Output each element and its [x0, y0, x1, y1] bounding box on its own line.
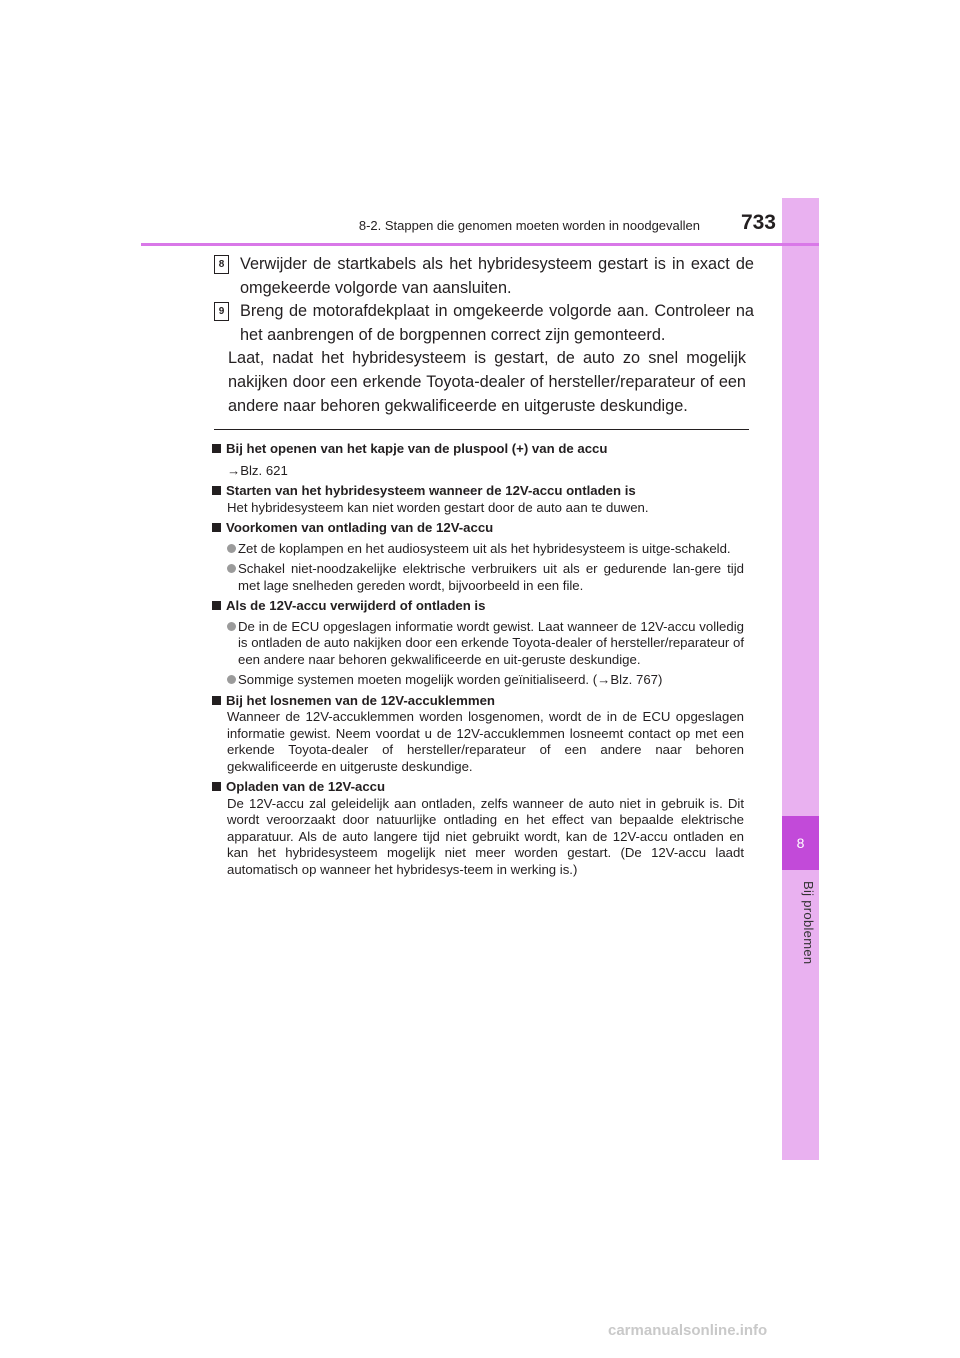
note-bullet-text: Zet de koplampen en het audiosysteem uit als het hybridesysteem is uitge-schakeld.: [238, 540, 731, 556]
note-heading: [212, 779, 744, 796]
note-bullet: [227, 619, 744, 669]
note-bullet: [227, 561, 744, 594]
note-heading: [212, 441, 744, 458]
note-bullet-text: De in de ECU opgeslagen informatie wordt gewist. Laat wanneer de 12V-accu volledig is ontladen de auto nakijken door een erkende Toyota-dealer of hersteller/reparateur of een andere naar behoren gekwalificeerde en uit-geruste deskundige.: [238, 618, 744, 667]
note-bullet-text: Sommige systemen moeten mogelijk worden geïnitialiseerd. (→Blz. 767): [238, 672, 663, 687]
note-heading-text: Opladen van de 12V-accu: [226, 779, 386, 794]
note-bullet: [227, 672, 744, 689]
notes-section: [212, 437, 744, 878]
circle-bullet-icon: [227, 622, 236, 631]
note-body: De 12V-accu zal geleidelijk aan ontladen, zelfs wanneer de auto niet in gebruik is. Dit wordt veroorzaakt door natuurlijke ontlading en het effect van bepaalde elektrische apparatuur. Als de auto langere tijd niet gebruikt wordt, kan de 12V-accu ontladen en kan het hybridesysteem mogelijk niet meer worden gestart. (De 12V-accu laadt automatisch op wanneer het hybridesys-teem in werking is.): [227, 795, 744, 877]
circle-bullet-icon: [227, 675, 236, 684]
step-item: [214, 299, 754, 347]
step-number-badge: 9: [214, 302, 229, 321]
note-heading: [212, 598, 744, 615]
note-heading: [212, 693, 744, 710]
chapter-number: 8: [782, 816, 819, 870]
note-heading-text: Voorkomen van ontlading van de 12V-accu: [226, 520, 494, 535]
step-item: [214, 252, 754, 300]
section-divider: [214, 429, 749, 430]
note-reference: →Blz. 621: [227, 462, 288, 478]
note-heading: [212, 483, 744, 500]
circle-bullet-icon: [227, 564, 236, 573]
note-bullet: [227, 541, 744, 558]
note-bullet-text: Schakel niet-noodzakelijke elektrische verbruikers uit als er gedurende lan-gere tijd met lage snelheden gereden wordt, bijvoorbeeld in een file.: [238, 561, 744, 593]
note-body: Het hybridesysteem kan niet worden gestart door de auto aan te duwen.: [227, 499, 649, 515]
square-bullet-icon: [212, 444, 221, 453]
note-heading-text: Bij het losnemen van de 12V-accuklemmen: [226, 692, 495, 708]
square-bullet-icon: [212, 601, 221, 610]
header-rule: [141, 243, 819, 246]
section-title: 8-2. Stappen die genomen moeten worden in noodgevallen: [358, 218, 700, 233]
watermark: carmanualsonline.info: [608, 1322, 768, 1339]
note-heading-text: Bij het openen van het kapje van de pluspool (+) van de accu: [226, 441, 608, 456]
step-number-badge: 8: [214, 255, 229, 274]
page-number: 733: [740, 211, 776, 234]
square-bullet-icon: [212, 523, 221, 532]
note-heading: [212, 520, 744, 537]
note-body: Wanneer de 12V-accuklemmen worden losgenomen, wordt de in de ECU opgeslagen informatie gewist. Neem voordat u de 12V-accuklemmen losneemt contact op met een erkende Toyota-dealer of hersteller/reparateur of een andere naar behoren gekwalificeerde en uitgeruste deskundige.: [227, 709, 744, 774]
note-heading-text: Starten van het hybridesysteem wanneer de 12V-accu ontladen is: [226, 483, 636, 498]
step-text: Verwijder de startkabels als het hybridesysteem gestart is in exact de omgekeerde volgorde van aansluiten.: [240, 255, 754, 297]
note-heading-text: Als de 12V-accu verwijderd of ontladen is: [226, 598, 486, 613]
closing-paragraph: Laat, nadat het hybridesysteem is gestart, de auto zo snel mogelijk nakijken door een erkende Toyota-dealer of hersteller/reparateur of een andere naar behoren gekwalificeerde en uitgeruste deskundige.: [228, 349, 746, 415]
circle-bullet-icon: [227, 544, 236, 553]
square-bullet-icon: [212, 486, 221, 495]
chapter-label: Bij problemen: [801, 881, 816, 965]
chapter-side-tab: [782, 198, 819, 1160]
step-text: Breng de motorafdekplaat in omgekeerde volgorde aan. Controleer na het aanbrengen of de borgpennen correct zijn gemonteerd.: [240, 302, 754, 344]
square-bullet-icon: [212, 696, 221, 705]
square-bullet-icon: [212, 782, 221, 791]
